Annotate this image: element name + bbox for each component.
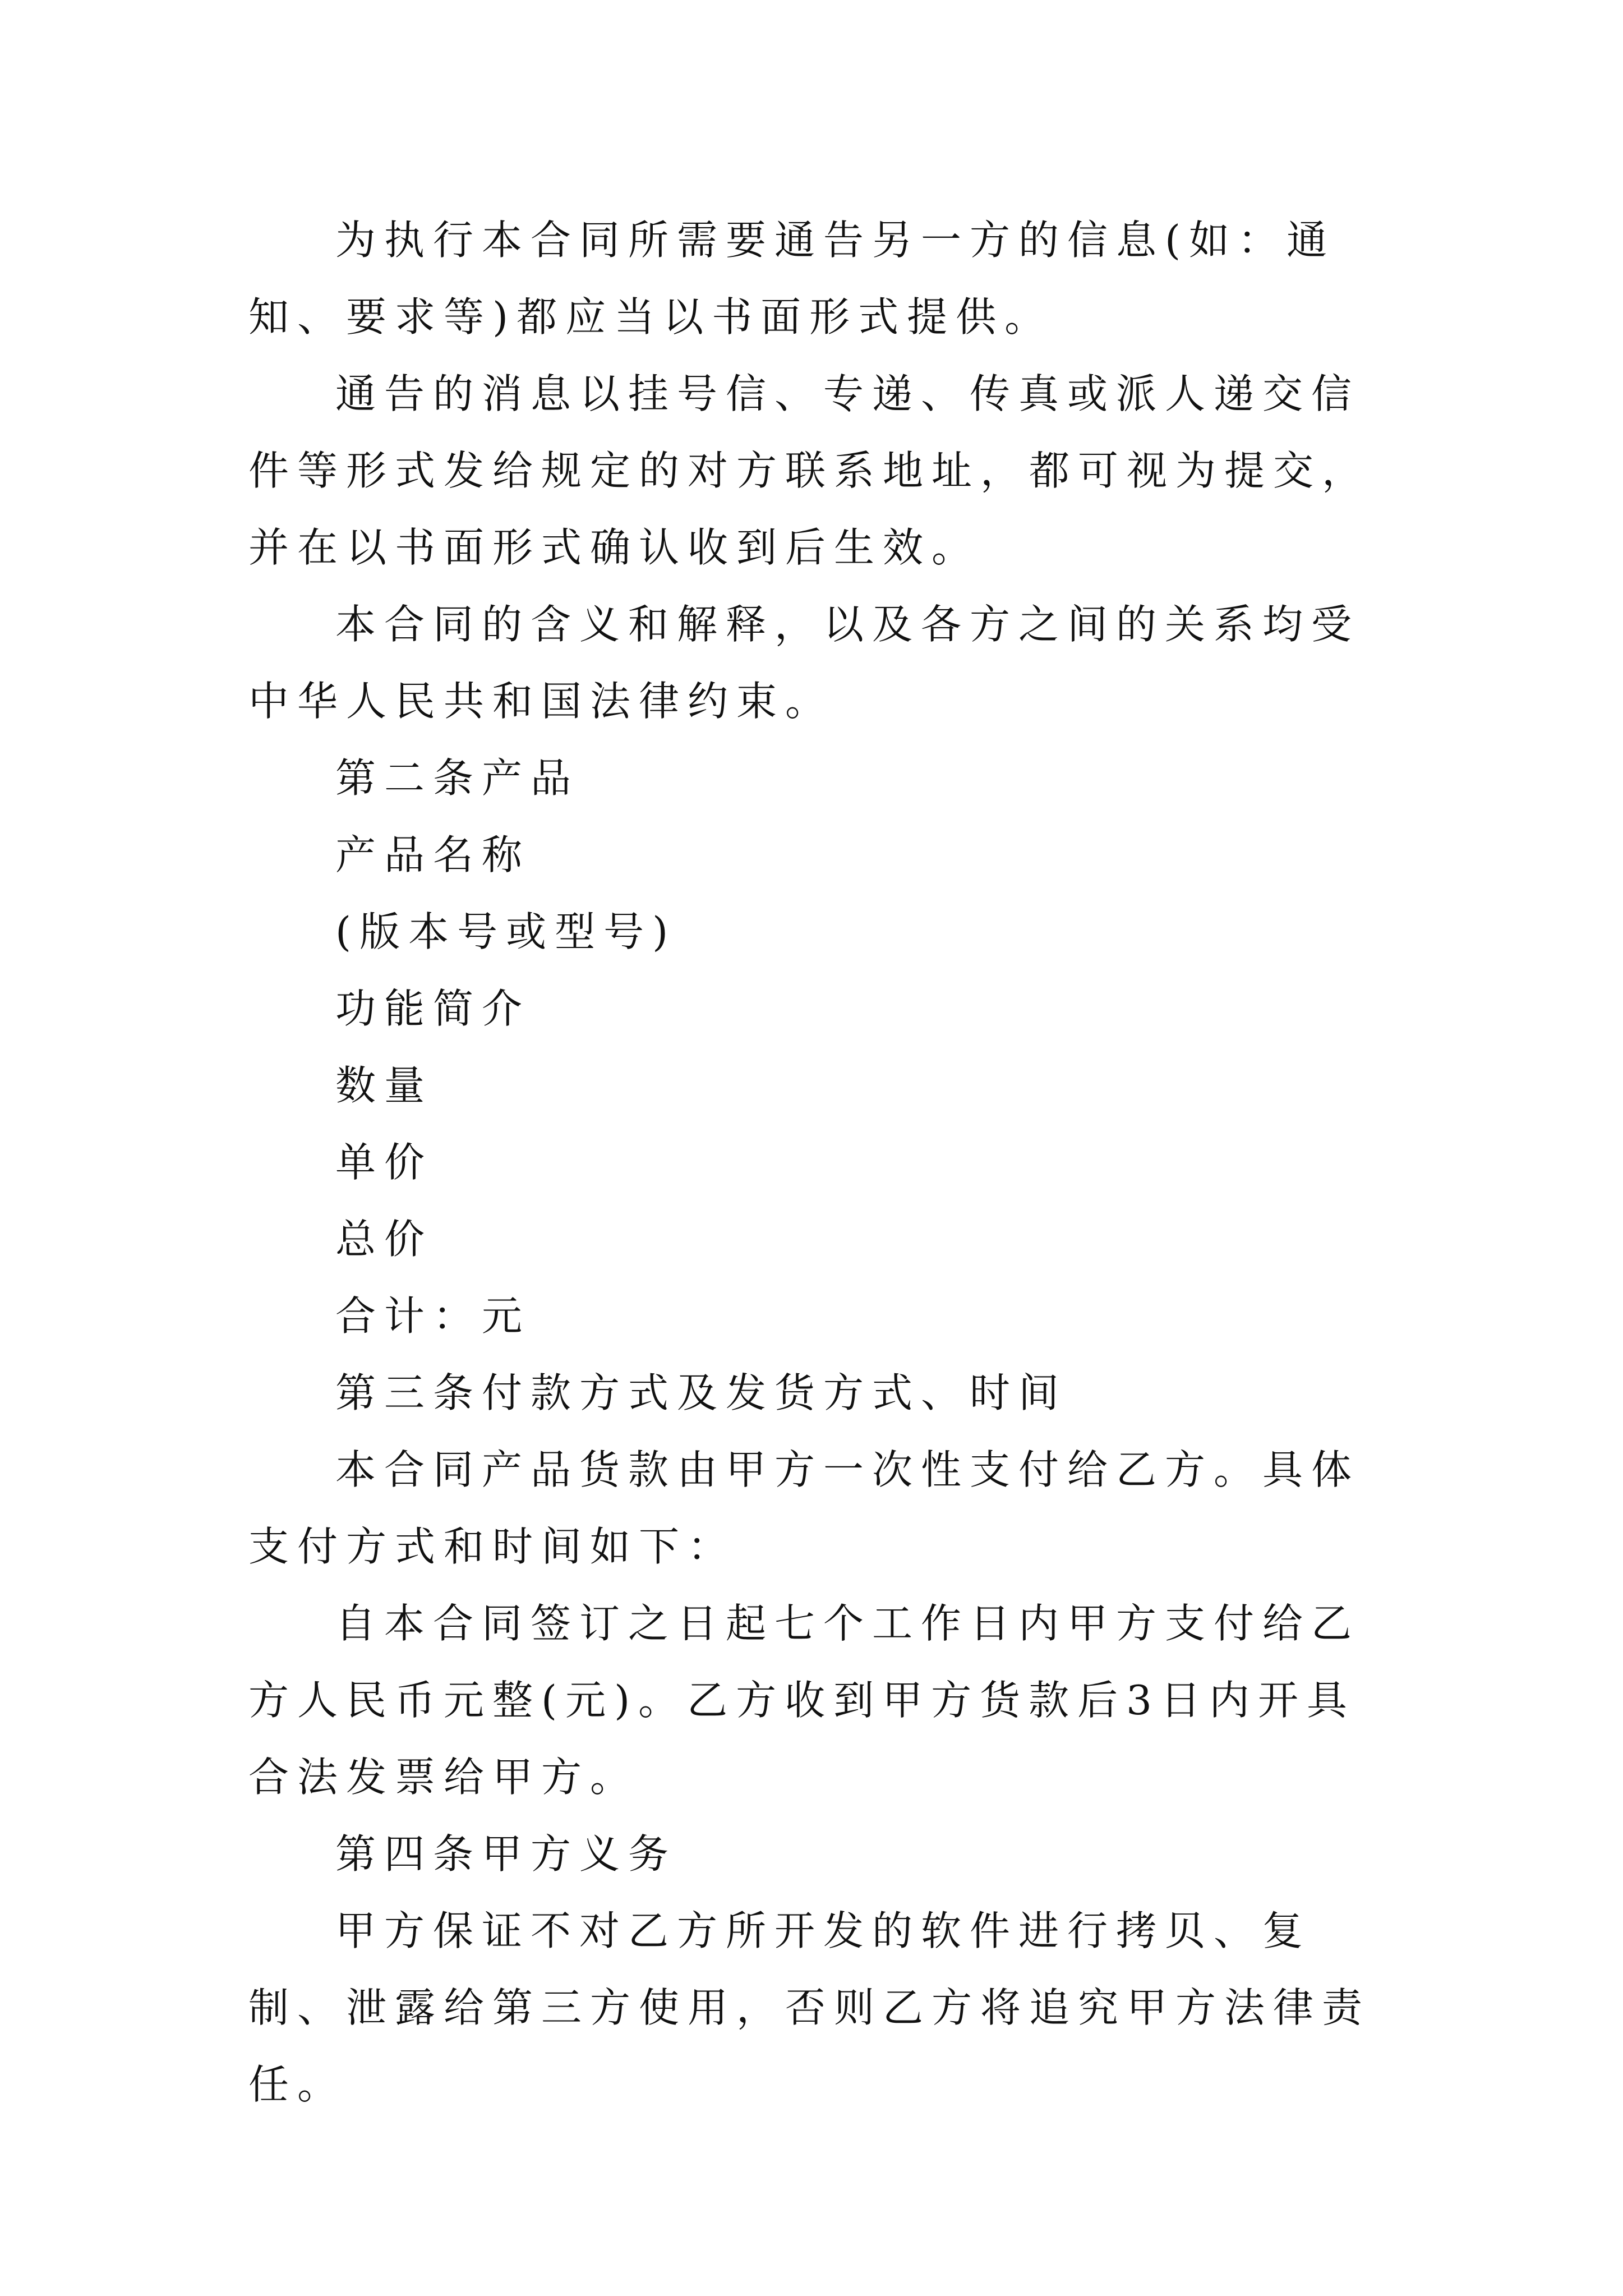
article-4-heading: 第四条甲方义务 (335, 1830, 677, 1878)
sum-label: 合计：元 (335, 1292, 531, 1340)
paragraph-governing-law: 本合同的含义和解释，以及各方之间的关系均受中华人民共和国法律约束。 (248, 601, 1361, 725)
unit-price-label: 单价 (335, 1139, 434, 1186)
version-label: (版本号或型号) (335, 908, 677, 955)
paragraph-party-a-obligation: 甲方保证不对乙方所开发的软件进行拷贝、复制、泄露给第三方使用，否则乙方将追究甲方法律责任。 (248, 1907, 1371, 2108)
total-price-label: 总价 (335, 1216, 434, 1263)
quantity-label: 数量 (335, 1062, 434, 1109)
paragraph-payment-schedule: 自本合同签订之日起七个工作日内甲方支付给乙方人民币元整(元)。乙方收到甲方货款后3日内开具合法发票给甲方。 (248, 1600, 1361, 1801)
article-2-heading: 第二条产品 (335, 754, 580, 802)
paragraph-payment-method: 本合同产品货款由甲方一次性支付给乙方。具体支付方式和时间如下： (248, 1446, 1361, 1570)
article-3-heading: 第三条付款方式及发货方式、时间 (335, 1369, 1068, 1416)
product-name-label: 产品名称 (335, 831, 531, 878)
function-summary-label: 功能简介 (335, 985, 531, 1032)
document-body (248, 202, 1387, 2123)
paragraph-notice-delivery: 通告的消息以挂号信、专递、传真或派人递交信件等形式发给规定的对方联系地址，都可视为提交，并在以书面形式确认收到后生效。 (248, 370, 1371, 571)
paragraph-notice-requirement: 为执行本合同所需要通告另一方的信息(如：通知、要求等)都应当以书面形式提供。 (248, 217, 1336, 341)
